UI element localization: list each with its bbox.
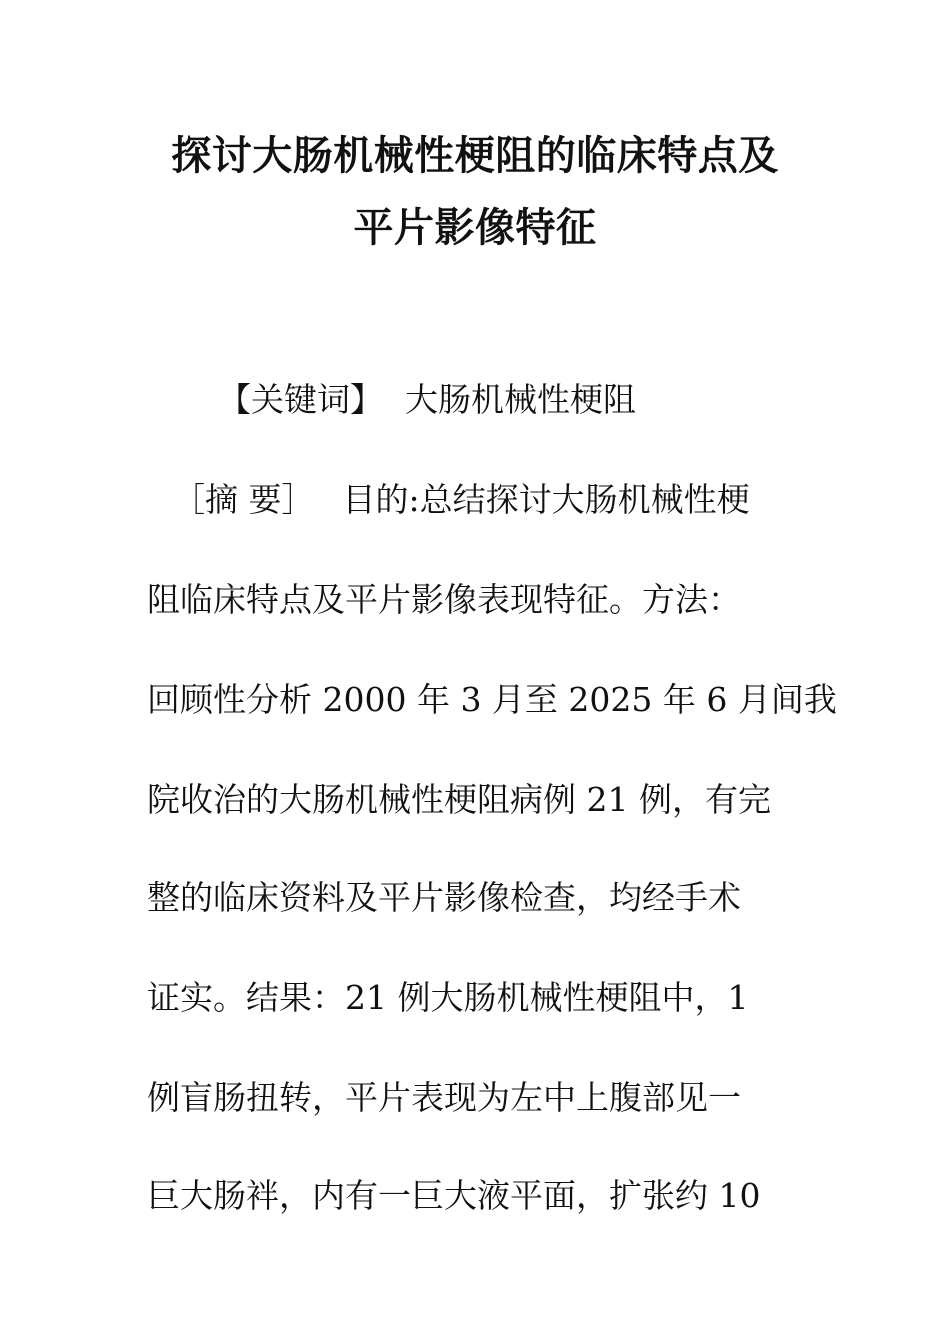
abstract-label: ［摘 要］ [172,480,315,519]
abstract-line-6: 证实。结果：21 例大肠机械性梗阻中，1 [147,978,749,1017]
keywords-label: 【关键词】 [218,380,383,419]
abstract-line-4: 院收治的大肠机械性梗阻病例 21 例，有完 [147,780,771,819]
abstract-text: 目的:总结探讨大肠机械性梗 [342,480,750,519]
abstract-line-5: 整的临床资料及平片影像检查，均经手术 [147,878,741,917]
abstract-line-2: 阻临床特点及平片影像表现特征。方法： [147,580,741,619]
abstract-line-8: 巨大肠袢，内有一巨大液平面，扩张约 10 [147,1176,761,1215]
keywords-value: 大肠机械性梗阻 [405,380,636,419]
document-title-line-2: 平片影像特征 [353,204,597,251]
document-title-line-1: 探讨大肠机械性梗阻的临床特点及 [171,132,779,179]
abstract-line-3: 回顾性分析 2000 年 3 月至 2025 年 6 月间我 [147,680,837,719]
abstract-line-7: 例盲肠扭转，平片表现为左中上腹部见一 [147,1078,741,1117]
keywords-line [218,378,636,422]
abstract-line-1 [172,478,750,522]
